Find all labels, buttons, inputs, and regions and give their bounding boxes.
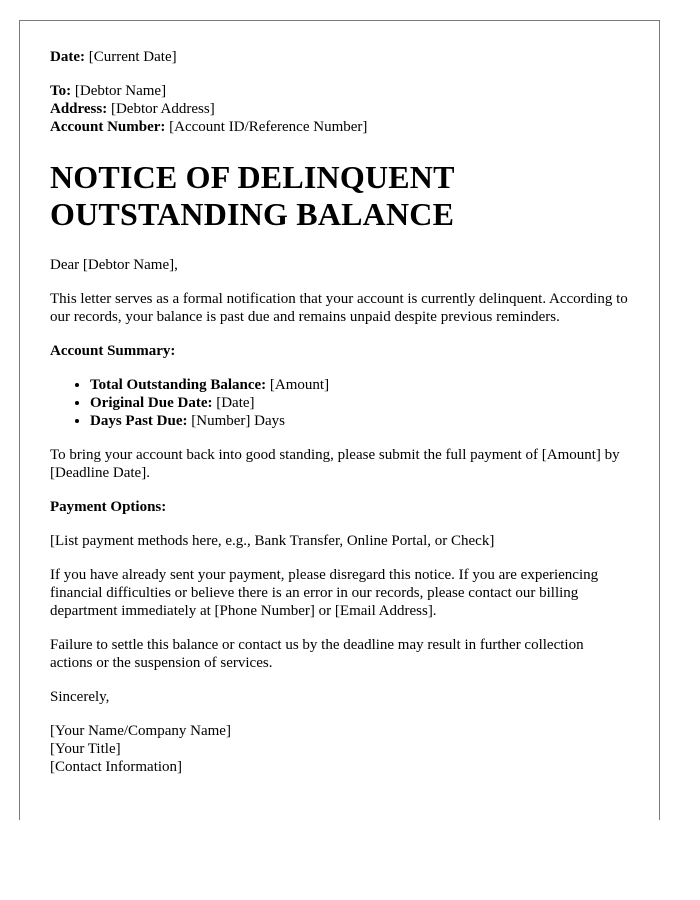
date-value: [Current Date] — [88, 49, 177, 65]
greeting: Dear [Debtor Name], — [50, 257, 178, 273]
title-line-1: NOTICE OF DELINQUENT — [50, 159, 455, 195]
closing: Sincerely, — [50, 689, 110, 705]
page-title — [50, 159, 629, 233]
account-number-line — [50, 118, 629, 136]
payment-options-heading-text: Payment Options: — [50, 499, 167, 515]
account-number-label: Account Number: — [50, 119, 166, 135]
summary-item-value: [Amount] — [269, 377, 330, 393]
payment-options-heading — [50, 498, 629, 516]
signature-name: [Your Name/Company Name] — [50, 723, 231, 739]
list-item — [90, 376, 629, 394]
to-line — [50, 82, 629, 100]
address-value: [Debtor Address] — [110, 101, 215, 117]
summary-item-label: Original Due Date: — [90, 395, 213, 411]
letter-page — [19, 20, 660, 820]
list-item — [90, 412, 629, 430]
recipient-block — [50, 82, 629, 136]
account-summary-heading-text: Account Summary: — [50, 343, 176, 359]
disregard-paragraph: If you have already sent your payment, please disregard this notice. If you are experiencing financial difficulties or believe there is an error in our records, please contact our billing department immediately at [Phone Number] or [Email Address]. — [50, 567, 599, 619]
warning-paragraph: Failure to settle this balance or contact us by the deadline may result in further collection actions or the suspension of services. — [50, 637, 584, 671]
to-value: [Debtor Name] — [74, 83, 167, 99]
date-line — [50, 48, 629, 66]
address-label: Address: — [50, 101, 108, 117]
account-summary-list — [50, 376, 629, 430]
summary-item-label: Days Past Due: — [90, 413, 188, 429]
summary-item-value: [Date] — [216, 395, 255, 411]
date-label: Date: — [50, 49, 85, 65]
signature-title: [Your Title] — [50, 741, 121, 757]
address-line — [50, 100, 629, 118]
title-line-2: OUTSTANDING BALANCE — [50, 196, 455, 232]
summary-item-label: Total Outstanding Balance: — [90, 377, 267, 393]
list-item — [90, 394, 629, 412]
signature-block — [50, 722, 629, 776]
intro-paragraph: This letter serves as a formal notification that your account is currently delinquent. According to our records, your balance is past due and remains unpaid despite previous reminders. — [50, 291, 628, 325]
payment-options-text: [List payment methods here, e.g., Bank Transfer, Online Portal, or Check] — [50, 533, 495, 549]
signature-contact: [Contact Information] — [50, 759, 183, 775]
payment-request-paragraph: To bring your account back into good standing, please submit the full payment of [Amount] by [Deadline Date]. — [50, 447, 620, 481]
summary-item-value: [Number] Days — [191, 413, 285, 429]
to-label: To: — [50, 83, 72, 99]
account-number-value: [Account ID/Reference Number] — [169, 119, 368, 135]
account-summary-heading — [50, 342, 629, 360]
